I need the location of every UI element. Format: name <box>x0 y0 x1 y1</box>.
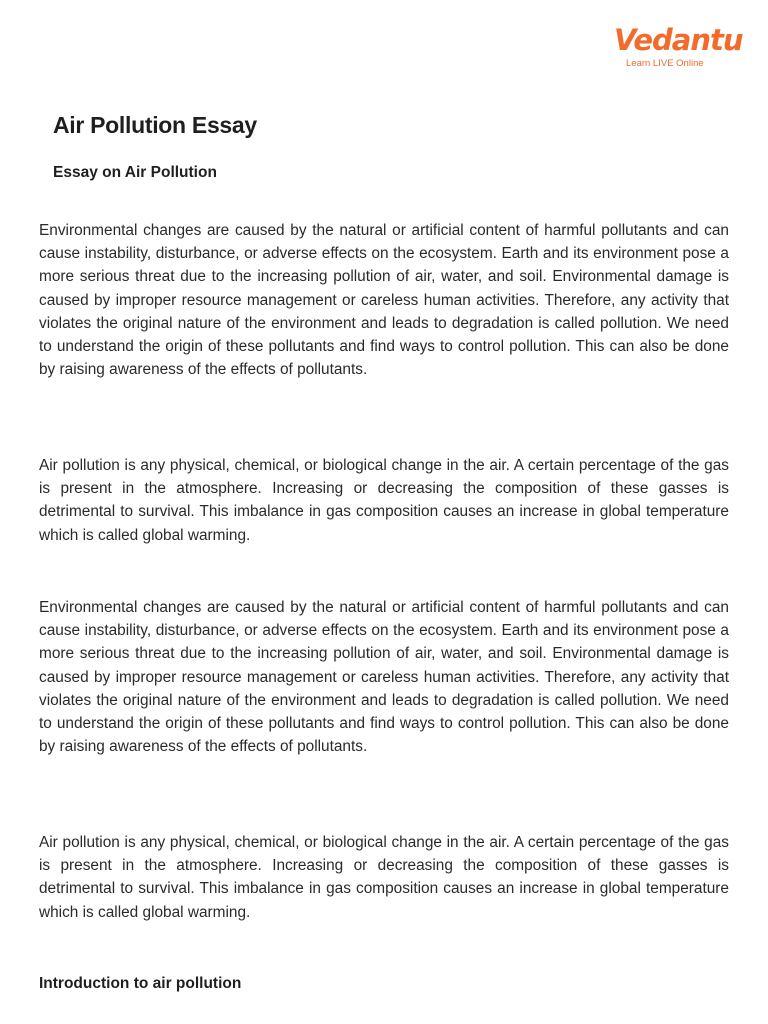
paragraph-3: Environmental changes are caused by the natural or artificial content of harmful pollutants and can cause instability, disturbance, or adverse effects on the ecosystem. Earth and its environment pose a more serious threat due to the increasing pollution of air, water, and soil. Environmental damage is caused by improper resource management or careless human activities. Therefore, any activity that violates the original nature of the environment and leads to degradation is called pollution. We need to understand the origin of these pollutants and find ways to control pollution. This can also be done by raising awareness of the effects of pollutants. <box>39 599 729 756</box>
paragraph-4: Air pollution is any physical, chemical, or biological change in the air. A certain percentage of the gas is present in the atmosphere. Increasing or decreasing the composition of these gasses is detrimental to survival. This imbalance in gas composition causes an increase in global temperature which is called global warming. <box>39 834 729 921</box>
logo-tagline: Learn LIVE Online <box>626 58 704 69</box>
vedantu-logo <box>610 22 743 72</box>
section-heading: Introduction to air pollution <box>39 975 242 992</box>
essay-subtitle: Essay on Air Pollution <box>53 164 217 181</box>
page-title: Air Pollution Essay <box>53 112 257 138</box>
logo-wordmark: Vedantu <box>614 23 743 57</box>
paragraph-1: Environmental changes are caused by the natural or artificial content of harmful pollutants and can cause instability, disturbance, or adverse effects on the ecosystem. Earth and its environment pose a more serious threat due to the increasing pollution of air, water, and soil. Environmental damage is caused by improper resource management or careless human activities. Therefore, any activity that violates the original nature of the environment and leads to degradation is called pollution. We need to understand the origin of these pollutants and find ways to control pollution. This can also be done by raising awareness of the effects of pollutants. <box>39 222 729 379</box>
paragraph-2: Air pollution is any physical, chemical, or biological change in the air. A certain percentage of the gas is present in the atmosphere. Increasing or decreasing the composition of these gasses is detrimental to survival. This imbalance in gas composition causes an increase in global temperature which is called global warming. <box>39 457 729 544</box>
